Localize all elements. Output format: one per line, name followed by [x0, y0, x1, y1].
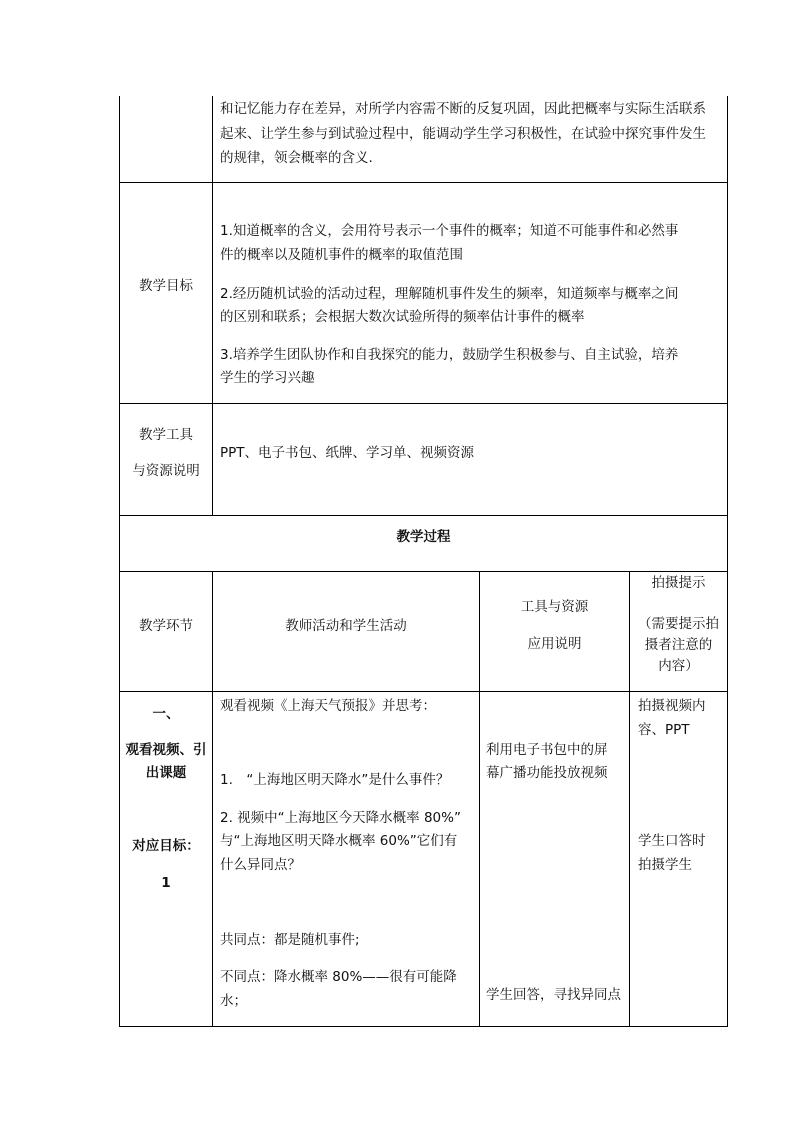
- row-divider-5: [119, 691, 728, 692]
- header-activity: 教师活动和学生活动: [285, 618, 407, 634]
- intro-text-line: 起来、让学生参与到试验过程中，能调动学生学习积极性，在试验中探究事件发生: [220, 126, 706, 142]
- objective-item-3: 3.培养学生团队协作和自我探究的能力，鼓励学生积极参与、自主试验，培养: [220, 347, 679, 363]
- stage-target-value: 1: [161, 875, 171, 891]
- tools-usage-2: 学生回答，寻找异同点: [486, 987, 621, 1003]
- row-divider-1: [119, 182, 728, 183]
- shoot-hint-2: 学生口答时: [638, 833, 706, 849]
- row-divider-2: [119, 403, 728, 404]
- shoot-hint-1: 拍摄视频内: [638, 698, 706, 714]
- activity-question-2: 什么异同点？: [220, 857, 301, 873]
- label-column-divider-top: [212, 96, 213, 516]
- stage-target-label: 对应目标：: [132, 838, 200, 854]
- objective-item-1: 1.知道概率的含义，会用符号表示一个事件的概率；知道不可能事件和必然事: [220, 223, 679, 239]
- objectives-label: 教学目标: [139, 278, 193, 294]
- shoot-hint-2: 拍摄学生: [638, 857, 692, 873]
- process-title: 教学过程: [396, 529, 451, 545]
- intro-text-line: 和记忆能力存在差异，对所学内容需不断的反复巩固，因此把概率与实际生活联系: [220, 101, 706, 117]
- header-tools: 应用说明: [527, 636, 582, 652]
- header-shoot: 摄者注意的: [644, 637, 713, 653]
- activity-diff: 水；: [220, 993, 247, 1009]
- tools-usage-1: 幕广播功能投放视频: [486, 765, 608, 781]
- activity-question-2: 2. 视频中“上海地区今天降水概率 80%”: [220, 810, 461, 826]
- tools-label: 与资源说明: [132, 463, 200, 479]
- activity-question-1: 1. “上海地区明天降水”是什么事件？: [220, 772, 450, 788]
- objective-item-3: 学生的学习兴趣: [220, 370, 315, 386]
- objective-item-2: 2.经历随机试验的活动过程，理解随机事件发生的频率，知道频率与概率之间: [220, 286, 679, 302]
- activity-same: 共同点：都是随机事件;: [220, 932, 360, 948]
- stage-number: 一、: [152, 706, 180, 722]
- shoot-hint-1: 容、PPT: [638, 722, 690, 738]
- row-divider-3: [119, 515, 728, 516]
- header-tools: 工具与资源: [520, 599, 589, 615]
- header-shoot: （需要提示拍: [638, 616, 719, 632]
- tools-content: PPT、电子书包、纸牌、学习单、视频资源: [220, 445, 475, 461]
- tools-label: 教学工具: [139, 427, 193, 443]
- header-shoot: 拍摄提示: [651, 575, 706, 591]
- tools-usage-1: 利用电子书包中的屏: [486, 742, 608, 758]
- stage-title: 观看视频、引: [125, 742, 207, 758]
- header-shoot: 内容）: [658, 658, 699, 674]
- activity-intro: 观看视频《上海天气预报》并思考：: [220, 698, 436, 714]
- row-divider-4: [119, 571, 728, 572]
- header-stage: 教学环节: [139, 618, 193, 634]
- objective-item-2: 的区别和联系；会根据大数次试验所得的频率估计事件的概率: [220, 309, 585, 325]
- label-column-divider-bottom: [212, 571, 213, 1027]
- table-bottom-border: [119, 1026, 728, 1027]
- intro-text-line: 的规律，领会概率的含义.: [220, 150, 373, 166]
- activity-question-2: 与“上海地区明天降水概率 60%”它们有: [220, 833, 458, 849]
- stage-title: 出课题: [145, 765, 187, 781]
- objective-item-1: 件的概率以及随机事件的概率的取值范围: [220, 247, 463, 263]
- table-right-border: [727, 96, 728, 1027]
- activity-diff: 不同点：降水概率 80%——很有可能降: [220, 969, 457, 985]
